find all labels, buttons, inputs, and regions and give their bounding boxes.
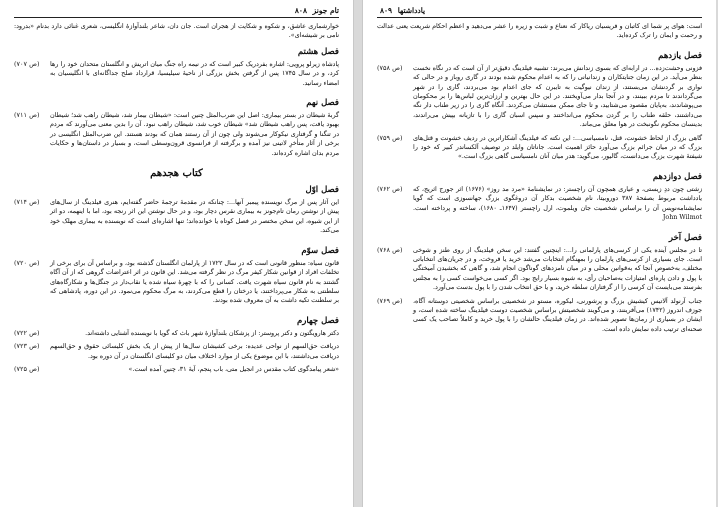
right-page	[362, 0, 716, 507]
page-ref: (ص ۷۶۹)	[377, 296, 403, 305]
left-page-body	[14, 22, 339, 378]
running-title: تام جونز	[312, 6, 339, 15]
note-entry	[377, 64, 702, 130]
note-text-fa: زشتی چون ددِ زیستی، و عیاری همچون آن راچستر: در نمایشنامهٔ «مرد مد روز» (۱۶۷۶) اثر جورج اثریج، که یادداشت مربوط بصفحهٔ ۳۸۷ دوروبیتا، نام شخصیت بدکار آن دروغگوی بزرگ جهانسوزی است که گویا نمایشنامه‌نویس آن را براساس شخصیت جان ویلموت، ارل راچستر (۱۶۴۷ـ ۱۶۸۰)، ساخته و پرداخته است.	[413, 185, 703, 212]
section-heading: فصل نهم	[306, 98, 339, 109]
note-entry	[377, 134, 702, 162]
section-heading: فصل اوّل	[305, 185, 339, 196]
header-rule	[377, 17, 702, 18]
section-heading: فصل دوازدهم	[652, 171, 702, 182]
page-ref: (ص ۷۲۳)	[14, 342, 40, 351]
section-heading: فصل یازدهم	[658, 50, 702, 61]
section-heading: فصل هشتم	[297, 46, 339, 57]
note-text: جناب آرنولد آلاتیس کیشیش بزرگ و پرشورنی، لیکوره، مستو در شخصیتی براساس شخصیتی دوستانه آگاه، جوزف اندروز (۱۷۴۲) می‌آفرینند، و می‌گویند شخصیتش براساس شخصیت دوست فیلدینگ ساخته شده است، و ایشان در بسیاری از رمان‌ها تصویر شده‌اند. در زمان فیلدینگ حالشان را با پول خرید و کاملاً تصاحب یک کسی صحنه‌ای ترتیب داده نمایش داده است.	[413, 297, 702, 333]
page-ref: (ص ۷۵۹)	[377, 133, 403, 142]
page-ref: (ص ۷۲۰)	[14, 258, 40, 267]
note-text: دریافت حق‌السهم از نواحی عدیده: برخی کشیشان سال‌ها از پیش از یک بخش کلیسائی حقوق و حق‌السهم دریافت می‌داشتند، با این موضوع یکی از موارد اختلاف میان دو کلیسای انگلستان در آن دوره بود.	[50, 343, 339, 360]
note-entry	[14, 365, 339, 374]
left-page	[0, 0, 354, 507]
section-heading: فصل چهارم	[297, 315, 339, 326]
page-ref: (ص ۷۰۷)	[14, 59, 40, 68]
page-ref: (ص ۷۱۴)	[14, 198, 40, 207]
page-ref: (ص ۷۵۸)	[377, 63, 403, 72]
header-rule	[14, 17, 339, 18]
page-number: ۸۰۹	[380, 6, 393, 15]
note-entry	[377, 297, 702, 335]
note-entry	[377, 185, 702, 223]
page-number: ۸۰۸	[294, 6, 307, 15]
page-ref: (ص ۷۲۲)	[14, 328, 40, 337]
note-entry	[14, 259, 339, 306]
right-page-body	[377, 22, 702, 338]
page-ref: (ص ۷۶۲)	[377, 184, 403, 193]
note-text: قانون سیاه: منظور قانونی است که در سال ۱۷۲۲ از پارلمان انگلستان گذشته بود، و براساس آن برای برخی از تخلفات افراد از قوانین شکار کیفر مرگ در نظر گرفته می‌شد. این قانون در اثر اعتراضات گروهی که از آن آگاه گشتند به نام قانون سیاه شهرت یافت. کسانی را که با چهرهٔ سیاه شده یا نقاب‌دار در جنگل‌ها و شکارگاه‌های سلطنتی به شکار می‌پرداختند، یا درختان را قطع می‌کردند، به مرگ محکوم می‌نمود. در این دوره، پادشاهی که بر سلطنت تکیه داشت به آن معروف شده بودند.	[50, 259, 340, 305]
note-text: گاهی بزرگ از لحاظ خشونت، قتل، نامسیاسی...: این نکته که فیلدینگ آشکاراترین در ردیف خشونت و قتل‌های بزرگ که در میان جرائم بزرگ می‌آورد حائز اهمیت است. جاناتان وایلد در توصیف آلکساندر کبیر که خود را شیفتهٔ شهرت بزرگ می‌دانست، گالیور، می‌گوید: هدر میان آنان نامسیاسی گاهی بزرگ است.»	[413, 134, 702, 161]
note-text: پادشاه زیرلو پرویی: اشاره بفردریک کبیر است که در نیمه راه جنگ میان اتریش و انگلستان متحدان خود را رها کرد، و در سال ۱۷۴۵ پس از گرفتن بخش بزرگی از ناحیهٔ سیلیسیا، قرارداد صلح جداگانه‌ای با انگلیسیان به امضاء رسانید.	[50, 60, 339, 87]
page-ref: (ص ۷۲۵)	[14, 364, 40, 373]
note-text: دکتر هارویگتون و دکتر پروستر: از پزشکان بلندآوازهٔ شهر باث که گویا با نویسنده آشنایی داشته‌اند.	[85, 329, 339, 337]
continuation-text: است: هوای پر شما ای کاتبان و فریسیان ریاکار که نعناع و شبت و زیره را عشر می‌دهید و اعظم احکام شریعت یعنی عدالت و رحمت و ایمان را ترک کرده‌اید.	[377, 23, 702, 40]
note-entry	[14, 111, 339, 158]
english-name: John Wilmot	[662, 214, 702, 222]
note-text: فزونی وحشت‌زده... در ارابه‌ای که بسوی زندانش می‌برند: تشبیه فیلدینگ دقیق‌تر از آن است که در نگاه نخست بنظر می‌آید. در این زمان جنایتکاران و زندانیانی را که به اعدام محکوم شده بودند در گاری روباز و در حالی که نواری بر گردنشان می‌بستند، از زندان نیوگیت به تایبرن که جای اعدام بود می‌بردند، گاری را در شهر می‌گرداندند تا مردم ببینند، و در آنجا بدار می‌آویختند. در این حال بهترین و ارزان‌ترین لباس‌ها را بر محکومان می‌پوشاندند، به‌پایان مقصود می‌شتابید، و تا جای ممکن مستشان می‌کردند. آنگاه گاری را در زیر طناب دار نگه می‌داشتند، حلقه طناب را بر گردن محکوم می‌انداختند و سپس اسبان گاری را با تازیانه بپیش می‌راندند، بدینسان محکوم نگونبخت در هوا معلق می‌ماند.	[413, 64, 702, 129]
note-entry	[14, 329, 339, 338]
note-text: تا در مجلس آینده یکی از کرسی‌های پارلمانی را...: اینچنین گفتند: این سخن فیلدینگ از روی طنز و شوخی است. جای بسیاری از کرسی‌های پارلمان را بمهنگام انتخابات می‌شد خرید یا فروخت، و در جریان‌های انتخاباتی مختلف، به‌خصوص آنجا که به‌قوانین محلی و در میان نامزدهای گوناگون انجام شد، و گاهی که بخشیدن آمیختگی با پول و دادن پاره‌ای امتیازات به‌صاحبان رأی، به شیوه بسیار رایج بود. اگر کسی می‌خواست کسی را به مجلس بفرستد می‌بایست آن کرسی را از گرفتاران سلطه خرید، و یا حق انتخاب شدن را با پول بدست می‌آورد.	[413, 246, 702, 292]
note-entry	[377, 246, 702, 293]
note-entry	[14, 342, 339, 361]
note-text: گربهٔ شیطان در بستر بیماری: اصل این ضرب‌المثل چنین است: «شیطان بیمار شد، شیطان راهب شد؛ شیطان بهبود یافت، پس راهب شیطان شد» شیطان خوب شد، شیطان راهب نبود. آن را بدین معنی می‌آورند که مردم در تنگنا و گرفتاری نیکوکار می‌شوند ولی چون از آن رستند همان که بودند هستند. این ضرب‌المثل انگلیسی در برخی از آثار متأخرِ لاتینی نیز آمده و برگرفته از فرانسوی قرون‌وسطی است، و بسیار در داستان‌ها و حکایات مردم بدان اشاره کرده‌اند.	[50, 112, 339, 157]
continuation-text: خوارشماری عاشق، و شکوه و شکایت از هجران است. جان دان، شاعر بلندآوازهٔ انگلیسی، شعری غنائی دارد بدنام «بدرود: نامی بر شیشه‌ای».	[14, 23, 339, 40]
running-title: یادداشتها	[397, 6, 426, 15]
note-text: «شعر پیامدگوی کتاب مقدس در انجیل متی، باب پنجم، آیهٔ ۳۱، چنین آمده است.»	[128, 365, 339, 373]
section-heading: فصل سوّم	[301, 245, 339, 256]
left-page-header	[292, 6, 339, 15]
right-page-header	[377, 6, 425, 15]
note-entry	[14, 198, 339, 236]
book-heading: کتاب هجدهم	[150, 168, 203, 180]
page-ref: (ص ۷۱۱)	[14, 111, 40, 120]
note-entry	[14, 60, 339, 88]
note-text: این آثار پس از مرگ نویسنده پیمبر آنها...: چنانکه در مقدمهٔ ترجمهٔ حاضر گفته‌ایم، هنری فیلدینگ از سال‌های پیش از نوشتن رمان تام‌جونز به بیماری نقرس دچار بود، و در حال نوشتن این اثر رنجه بود، اما با اینهمه، دو اثر از این شیوه، این سخن مختصر در فصل کوتاه یا خوانده‌اند؛ تنها اشاره‌ای است که نویسنده به بیماری مهلک خود می‌کند.	[50, 199, 339, 235]
section-heading: فصل آخر	[668, 232, 702, 243]
page-ref: (ص ۷۶۸)	[377, 245, 403, 254]
note-text	[413, 185, 702, 223]
